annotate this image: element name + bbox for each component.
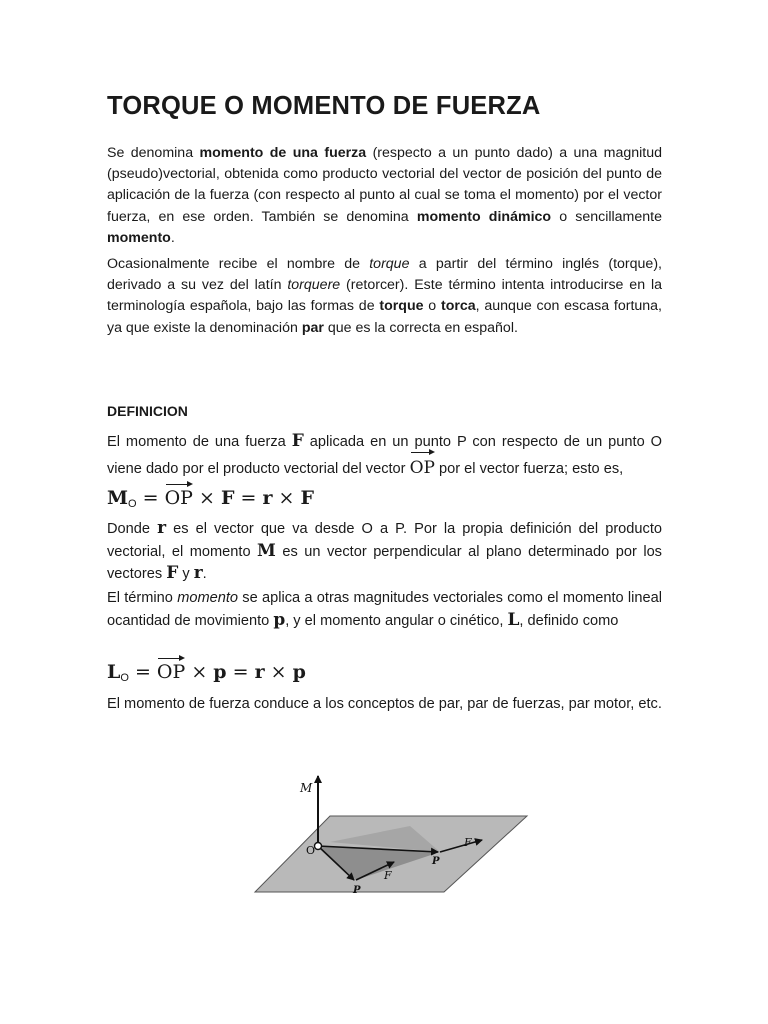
paragraph-definition <box>107 428 662 482</box>
formula-equals: = <box>234 487 263 509</box>
formula-angular-momentum <box>107 661 306 683</box>
formula-M: M <box>107 487 129 509</box>
paragraph-concepts: El momento de fuerza conduce a los conceptos de par, par de fuerzas, par motor, etc. <box>107 696 662 712</box>
formula-equals: = <box>128 661 157 683</box>
formula-times: × <box>192 487 221 509</box>
bold-term-momento: momento <box>107 229 171 246</box>
formula-F: F <box>300 487 314 509</box>
origin-point-O <box>315 843 322 850</box>
text-span: aplicada en un punto P con respecto de un punto O viene dado por el producto vectorial del vector <box>107 434 662 477</box>
label-O: O <box>306 844 316 857</box>
text-span: , aunque con escasa fortuna, ya que existe la denominación <box>107 298 663 336</box>
text-span: y <box>178 566 194 582</box>
text-span: . <box>202 566 207 582</box>
formula-vector-OP: OP <box>156 661 186 683</box>
formula-L: L <box>107 661 121 683</box>
math-symbol-F: F <box>291 431 304 451</box>
text-span: o sencillamente <box>551 208 662 225</box>
italic-term-torquere: torquere <box>287 277 341 294</box>
formula-subscript-O: O <box>128 498 137 510</box>
bold-term-momento-dinamico: momento dinámico <box>416 208 552 225</box>
label-M: M <box>300 781 313 795</box>
math-symbol-F: F <box>166 563 179 583</box>
label-P1: P <box>432 856 440 867</box>
bold-term-par: par <box>301 319 324 336</box>
formula-equals: = <box>136 487 165 509</box>
italic-term-momento: momento <box>177 590 239 606</box>
paragraph-torque-origin <box>107 254 662 339</box>
text-span: . <box>170 229 175 246</box>
bold-term-torca: torca <box>440 298 476 315</box>
text-span: es el vector que va desde O a P. Por la propia definición del producto vectorial, el momento <box>107 521 663 560</box>
formula-vector-OP: OP <box>164 487 193 509</box>
formula-p: p <box>292 661 306 683</box>
text-span: , definido como <box>519 612 619 629</box>
text-span: Donde <box>107 521 158 537</box>
label-F1: F <box>464 836 472 849</box>
math-vector-OP: OP <box>410 455 435 481</box>
math-symbol-M: M <box>257 540 276 561</box>
paragraph-vector-r <box>107 518 662 586</box>
bold-term-momento-fuerza: momento de una fuerza <box>199 145 367 161</box>
italic-term-torque: torque <box>369 256 410 272</box>
math-symbol-r: r <box>157 518 167 538</box>
text-span: El momento de una fuerza <box>107 434 292 450</box>
text-span: Ocasionalmente recibe el nombre de <box>107 256 370 272</box>
formula-F: F <box>220 487 235 509</box>
text-span: (respecto a un punto dado) a una magnitud (pseudo)vectorial, obtenida como producto vectorial del vector de posición del punto de aplicación de la fuerza (con respecto al punto al cual se toma el momento) por el vector fuerza, en ese orden. También se denomina <box>107 145 662 225</box>
formula-times: × <box>272 487 301 509</box>
math-symbol-r: r <box>193 563 203 583</box>
text-span: es un vector perpendicular al plano determinado por los vectores <box>107 543 662 582</box>
formula-r: r <box>262 487 273 509</box>
section-heading-definicion: DEFINICION <box>107 403 188 419</box>
label-F2: F <box>384 869 392 882</box>
formula-subscript-O: O <box>120 672 129 684</box>
text-span: , y el momento angular o cinético, <box>285 612 508 629</box>
formula-r: r <box>254 661 265 683</box>
bold-term-torque: torque <box>379 298 424 315</box>
math-symbol-p: p <box>273 609 286 630</box>
text-span: que es la correcta en español. <box>323 319 518 336</box>
text-span: o <box>423 298 441 315</box>
text-span: se aplica a otras magnitudes vectoriales como el momento lineal ocantidad de movimiento <box>107 590 663 629</box>
text-span: Se denomina <box>107 145 200 161</box>
formula-equals: = <box>226 661 255 683</box>
page-title: TORQUE O MOMENTO DE FUERZA <box>107 92 541 120</box>
label-P2: P <box>353 885 361 896</box>
text-span: (retorcer). Este término intenta introducirse en la terminología española, bajo las formas de <box>107 277 662 315</box>
formula-times: × <box>185 661 214 683</box>
text-span: a partir del término inglés (torque), derivado a su vez del latín <box>107 256 662 294</box>
math-symbol-L: L <box>507 609 520 630</box>
paragraph-other-magnitudes <box>107 588 662 632</box>
formula-moment <box>107 487 314 509</box>
formula-p: p <box>213 661 227 683</box>
paragraph-definition-intro <box>107 143 662 249</box>
moment-diagram <box>250 770 540 900</box>
text-span: El término <box>107 590 178 606</box>
formula-times: × <box>264 661 293 683</box>
text-span: por el vector fuerza; esto es, <box>434 461 624 477</box>
